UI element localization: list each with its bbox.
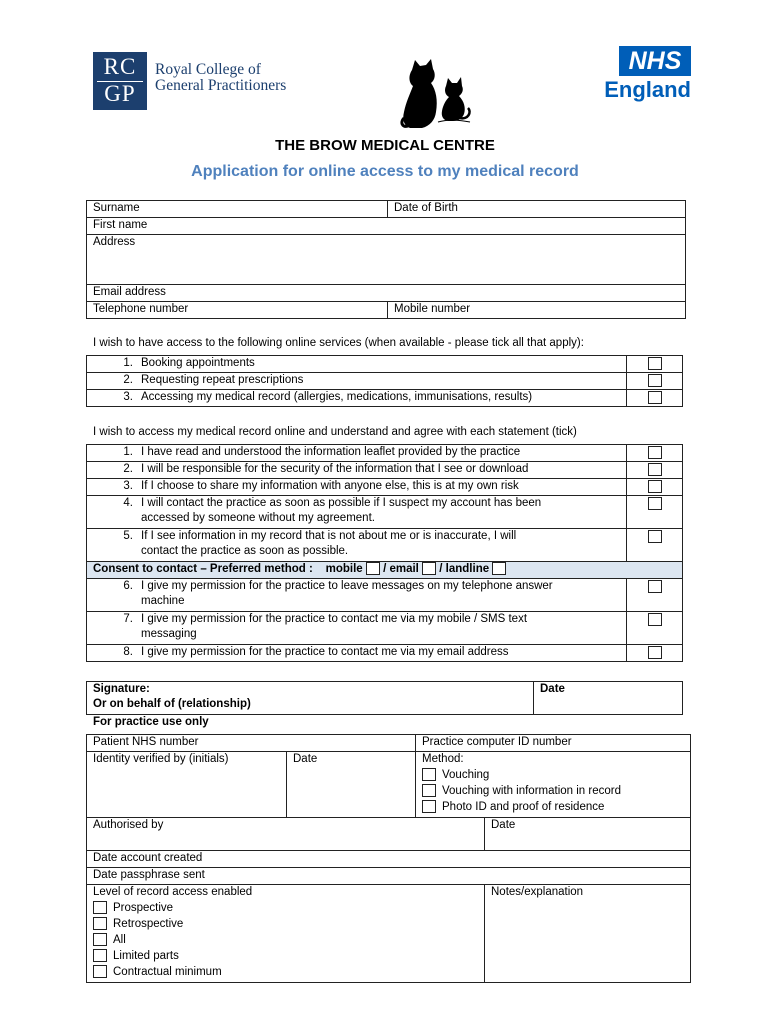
passphrase-field[interactable]: Date passphrase sent xyxy=(87,868,691,885)
signature-field[interactable] xyxy=(87,682,534,715)
access-level-field: Level of record access enabled Prospective Retrospective All Limited parts Contractual minimum xyxy=(87,885,485,983)
signature-date-field[interactable]: Date xyxy=(534,682,683,715)
identity-field[interactable]: Identity verified by (initials) xyxy=(87,752,287,818)
service-item: 2. Requesting repeat prescriptions xyxy=(87,373,627,390)
signature-label: Signature: xyxy=(93,683,150,695)
notes-field[interactable]: Notes/explanation xyxy=(485,885,691,983)
service-item: 3. Accessing my medical record (allergies, medications, immunisations, results) xyxy=(87,390,627,407)
statement-checkbox[interactable] xyxy=(648,530,662,543)
level-checkbox[interactable] xyxy=(93,901,107,914)
mobile-field[interactable]: Mobile number xyxy=(388,302,686,319)
page-subtitle: Application for online access to my medical record xyxy=(191,163,579,180)
cats-logo xyxy=(398,56,478,132)
dob-field[interactable]: Date of Birth xyxy=(388,201,686,218)
consent-checkbox[interactable] xyxy=(648,580,662,593)
surname-field[interactable]: Surname xyxy=(87,201,388,218)
consent-mobile-checkbox[interactable] xyxy=(366,562,380,575)
rcgp-letters-bottom: GP xyxy=(104,81,136,106)
identity-date-field[interactable]: Date xyxy=(287,752,416,818)
consent-mobile-label: mobile xyxy=(325,563,363,575)
page-title: THE BROW MEDICAL CENTRE xyxy=(275,137,495,154)
statement-checkbox[interactable] xyxy=(648,446,662,459)
services-intro: I wish to have access to the following online services (when available - please tick all that apply): xyxy=(93,337,584,349)
practice-table-top xyxy=(86,734,691,818)
statement-item: 1. I have read and understood the information leaflet provided by the practice xyxy=(87,445,627,462)
statement-checkbox[interactable] xyxy=(648,463,662,476)
statement-item: 3. If I choose to share my information with anyone else, this is at my own risk xyxy=(87,479,627,496)
computer-id-field[interactable]: Practice computer ID number xyxy=(416,735,691,752)
consent-email-label: / email xyxy=(383,563,419,575)
first-name-field[interactable]: First name xyxy=(87,218,686,235)
practice-table-bottom xyxy=(86,817,691,983)
nhs-number-field[interactable]: Patient NHS number xyxy=(87,735,416,752)
practice-use-heading: For practice use only xyxy=(93,716,209,728)
nhs-region: England xyxy=(604,77,691,102)
statement-checkbox[interactable] xyxy=(648,480,662,493)
method-checkbox[interactable] xyxy=(422,784,436,797)
consent-item: 8. I give my permission for the practice to contact me via my email address xyxy=(87,645,627,662)
consent-landline-checkbox[interactable] xyxy=(492,562,506,575)
consent-label: Consent to contact – Preferred method : xyxy=(93,563,313,575)
personal-details-table xyxy=(86,200,686,319)
authorised-date-field[interactable]: Date xyxy=(485,818,691,851)
statement-item: 5. If I see information in my record that is not about me or is inaccurate, I will contact the practice as soon as possible. xyxy=(87,529,627,562)
statements-intro: I wish to access my medical record online and understand and agree with each statement (tick) xyxy=(93,426,577,438)
consent-checkbox[interactable] xyxy=(648,613,662,626)
level-checkbox[interactable] xyxy=(93,933,107,946)
statement-checkbox[interactable] xyxy=(648,497,662,510)
nhs-box: NHS xyxy=(619,46,691,76)
service-checkbox[interactable] xyxy=(648,374,662,387)
behalf-label: Or on behalf of (relationship) xyxy=(93,698,251,710)
email-field[interactable]: Email address xyxy=(87,285,686,302)
method-checkbox[interactable] xyxy=(422,800,436,813)
consent-checkbox[interactable] xyxy=(648,646,662,659)
statement-item: 2. I will be responsible for the security of the information that I see or download xyxy=(87,462,627,479)
authorised-field[interactable]: Authorised by xyxy=(87,818,485,851)
rcgp-monogram xyxy=(93,52,147,110)
signature-table xyxy=(86,681,683,715)
telephone-field[interactable]: Telephone number xyxy=(87,302,388,319)
address-field[interactable]: Address xyxy=(87,235,686,285)
level-checkbox[interactable] xyxy=(93,917,107,930)
method-label: Method: xyxy=(422,753,464,765)
access-level-label: Level of record access enabled xyxy=(93,886,253,898)
rcgp-letters-top: RC xyxy=(103,54,137,79)
nhs-england-logo xyxy=(598,46,693,106)
service-checkbox[interactable] xyxy=(648,391,662,404)
consent-email-checkbox[interactable] xyxy=(422,562,436,575)
service-checkbox[interactable] xyxy=(648,357,662,370)
rcgp-name-line2: General Practitioners xyxy=(155,77,287,94)
services-table xyxy=(86,355,683,407)
account-created-field[interactable]: Date account created xyxy=(87,851,691,868)
consent-item: 6. I give my permission for the practice to leave messages on my telephone answer machine xyxy=(87,579,627,612)
service-item: 1. Booking appointments xyxy=(87,356,627,373)
method-checkbox[interactable] xyxy=(422,768,436,781)
consent-item: 7. I give my permission for the practice to contact me via my mobile / SMS text messaging xyxy=(87,612,627,645)
level-checkbox[interactable] xyxy=(93,965,107,978)
consent-landline-label: / landline xyxy=(439,563,490,575)
method-field: Method: Vouching Vouching with information in record Photo ID and proof of residence xyxy=(416,752,691,818)
statements-table xyxy=(86,444,683,662)
level-checkbox[interactable] xyxy=(93,949,107,962)
rcgp-name xyxy=(155,62,286,94)
rcgp-name-line1: Royal College of xyxy=(155,61,261,78)
statement-item: 4. I will contact the practice as soon as possible if I suspect my account has been accessed by someone without my agreement. xyxy=(87,496,627,529)
rcgp-logo xyxy=(93,52,313,112)
consent-row xyxy=(87,562,683,579)
